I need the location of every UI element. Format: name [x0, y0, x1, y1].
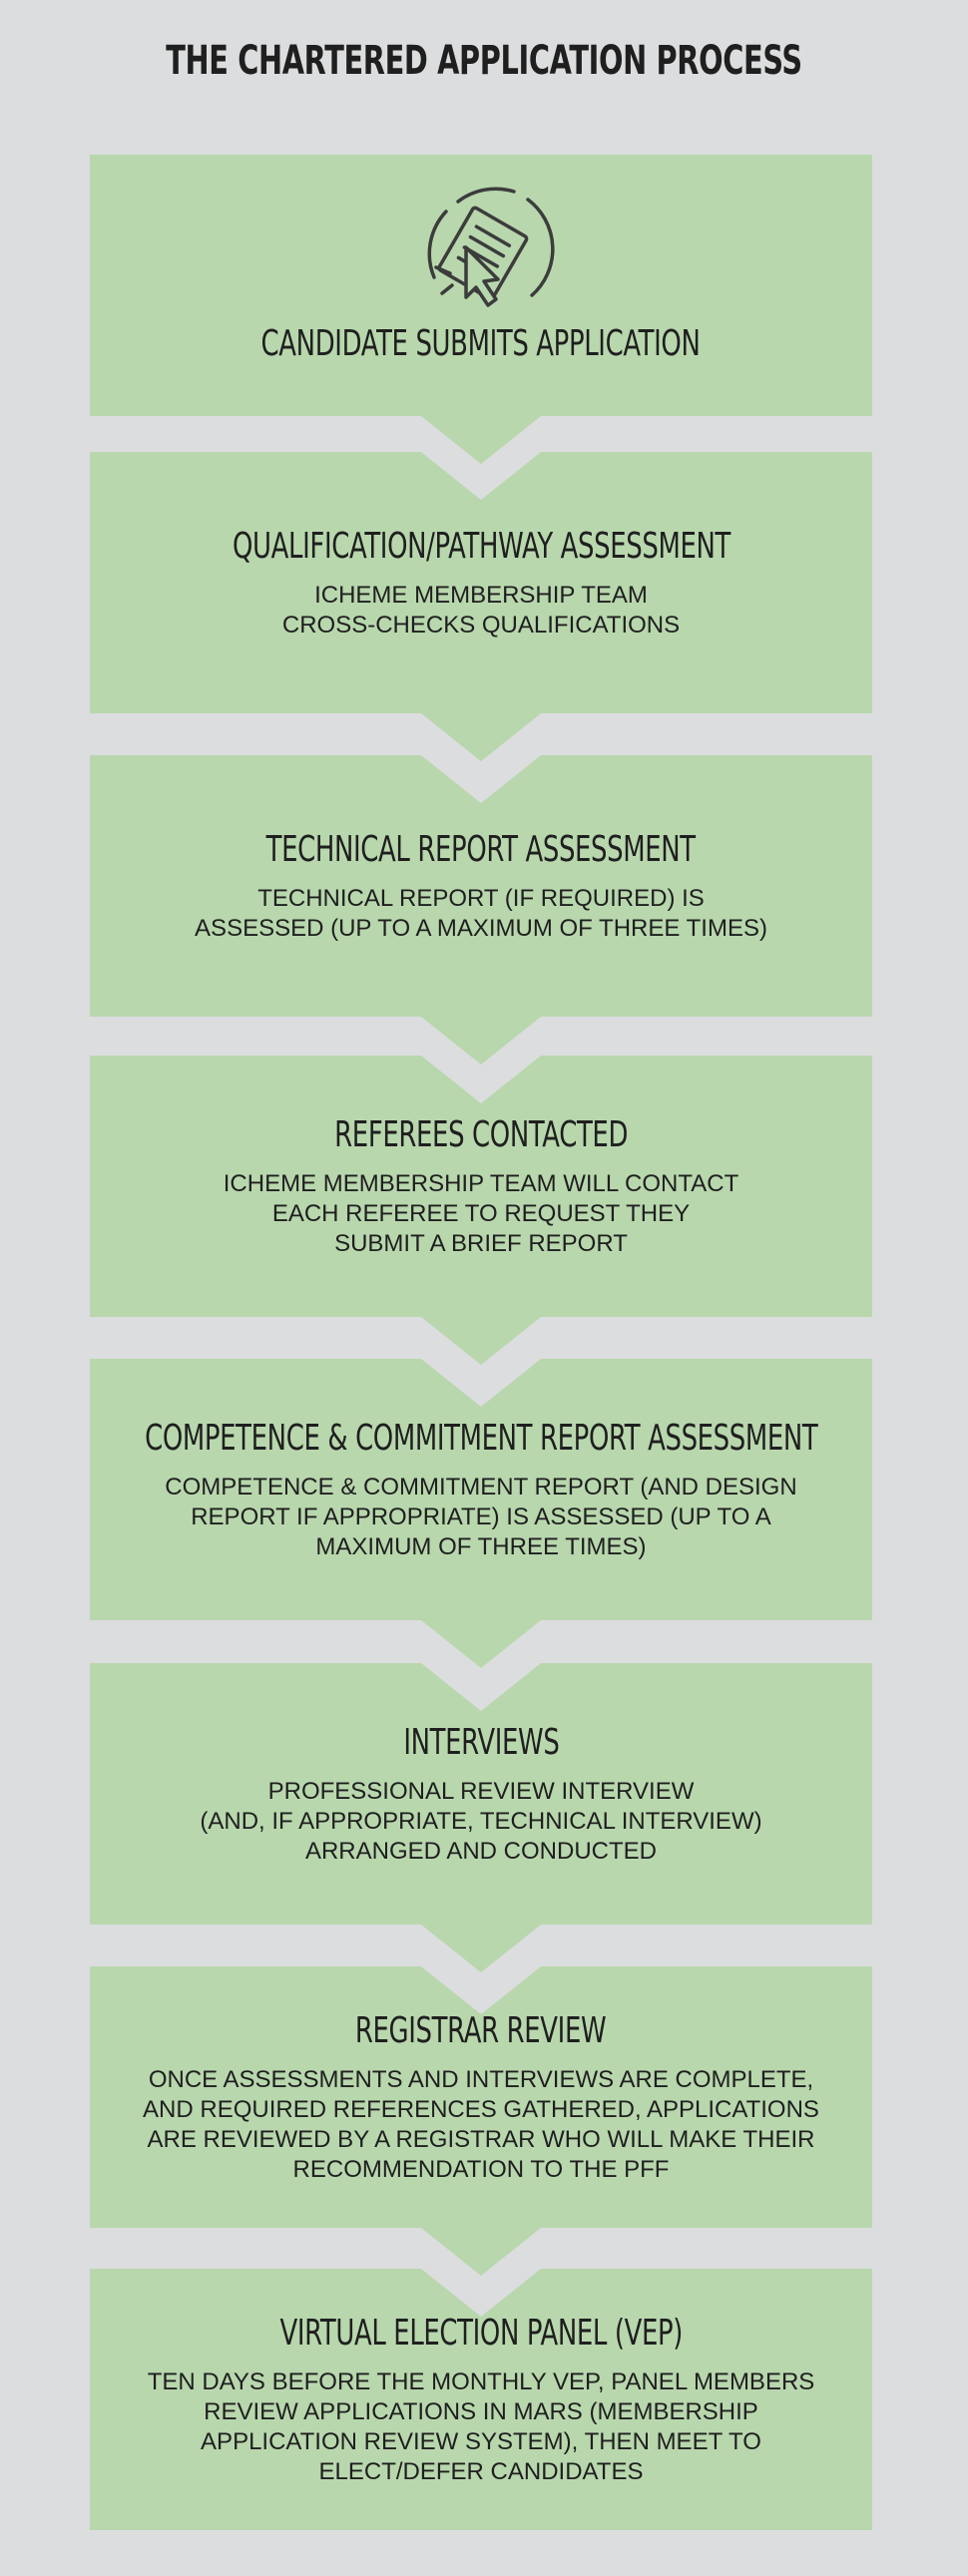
step-title: REGISTRAR REVIEW	[355, 2009, 607, 2051]
step-technical-report	[90, 755, 872, 1017]
step-description-line: (AND, IF APPROPRIATE, TECHNICAL INTERVIEW)	[200, 1807, 762, 1835]
step-description-line: ICHEME MEMBERSHIP TEAM	[314, 581, 648, 609]
step-competence-commitment	[90, 1359, 872, 1620]
step-description-line: ASSESSED (UP TO A MAXIMUM OF THREE TIMES)	[195, 914, 767, 942]
step-referees-contacted	[90, 1056, 872, 1317]
step-title: INTERVIEWS	[402, 1721, 560, 1763]
step-description	[148, 2367, 815, 2487]
step-title: TECHNICAL REPORT ASSESSMENT	[265, 828, 697, 870]
step-description-line: APPLICATION REVIEW SYSTEM), THEN MEET TO	[201, 2427, 761, 2455]
step-description	[200, 1777, 761, 1867]
step-description-line: REVIEW APPLICATIONS IN MARS (MEMBERSHIP	[204, 2397, 758, 2425]
step-description-line: REPORT IF APPROPRIATE) IS ASSESSED (UP TO A	[191, 1503, 771, 1530]
step-description-line: TEN DAYS BEFORE THE MONTHLY VEP, PANEL MEMBERS	[147, 2367, 815, 2395]
step-description	[195, 884, 767, 944]
step-description-line: TECHNICAL REPORT (IF REQUIRED) IS	[257, 884, 705, 912]
step-title: REFEREES CONTACTED	[334, 1113, 628, 1155]
step-description-line: PROFESSIONAL REVIEW INTERVIEW	[267, 1777, 695, 1805]
step-title: VIRTUAL ELECTION PANEL (VEP)	[279, 2312, 683, 2354]
step-description	[282, 581, 680, 641]
step-description-line: ELECT/DEFER CANDIDATES	[318, 2457, 644, 2485]
step-description-line: ARRANGED AND CONDUCTED	[304, 1837, 657, 1865]
step-qualification-assessment	[90, 452, 872, 713]
step-description-line: ONCE ASSESSMENTS AND INTERVIEWS ARE COMPLETE,	[148, 2065, 814, 2093]
step-description-line: RECOMMENDATION TO THE PFF	[292, 2155, 670, 2183]
step-description-line: ICHEME MEMBERSHIP TEAM WILL CONTACT	[223, 1169, 739, 1197]
step-interviews	[90, 1663, 872, 1925]
page-title: THE CHARTERED APPLICATION PROCESS	[166, 38, 802, 84]
step-description-line: COMPETENCE & COMMITMENT REPORT (AND DESIGN	[165, 1473, 797, 1501]
step-candidate-submits	[90, 155, 872, 416]
step-description-line: SUBMIT A BRIEF REPORT	[334, 1229, 628, 1257]
step-description-line: ARE REVIEWED BY A REGISTRAR WHO WILL MAKE THEIR	[147, 2125, 815, 2153]
step-title: QUALIFICATION/PATHWAY ASSESSMENT	[232, 525, 730, 567]
step-description	[165, 1473, 796, 1562]
step-description-line: AND REQUIRED REFERENCES GATHERED, APPLICATIONS	[143, 2095, 819, 2123]
step-description-line: CROSS-CHECKS QUALIFICATIONS	[281, 611, 681, 639]
step-description-line: EACH REFEREE TO REQUEST THEY	[271, 1199, 691, 1227]
step-title: CANDIDATE SUBMITS APPLICATION	[261, 323, 701, 364]
step-description	[224, 1169, 739, 1259]
step-title: COMPETENCE & COMMITMENT REPORT ASSESSMENT	[144, 1417, 818, 1459]
step-registrar-review	[90, 1966, 872, 2228]
cursor-click-document-icon	[406, 178, 556, 327]
step-virtual-election-panel	[90, 2269, 872, 2530]
step-description-line: MAXIMUM OF THREE TIMES)	[315, 1532, 647, 1560]
step-description	[143, 2065, 819, 2185]
